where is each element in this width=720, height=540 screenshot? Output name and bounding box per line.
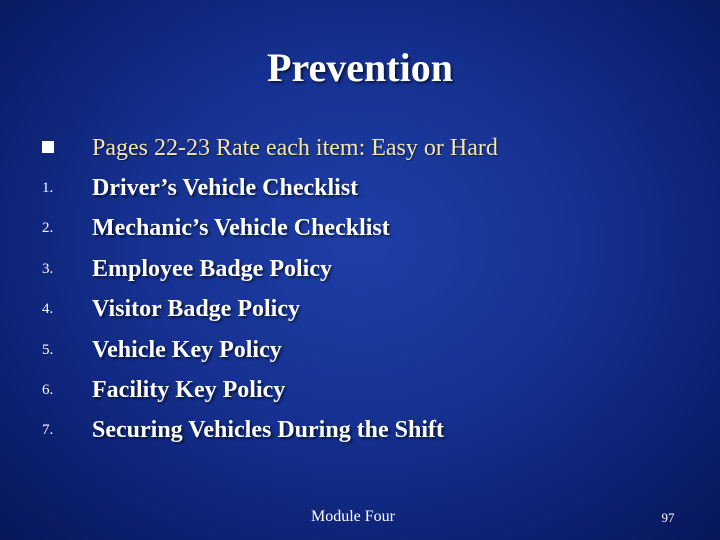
- square-bullet-icon: [42, 141, 54, 153]
- item-number: 5.: [42, 341, 54, 358]
- item-text: Facility Key Policy: [92, 376, 286, 403]
- item-number: 7.: [42, 422, 54, 439]
- item-number: 1.: [42, 180, 54, 196]
- slide-title: Prevention: [267, 45, 453, 90]
- list-item: [42, 170, 682, 210]
- list-item: [42, 412, 682, 452]
- list-item: [42, 210, 682, 250]
- list-item: [42, 291, 682, 331]
- checklist: [42, 170, 682, 453]
- page-number: 97: [661, 510, 675, 525]
- item-text: Driver’s Vehicle Checklist: [92, 175, 359, 201]
- item-number: 2.: [42, 220, 54, 237]
- item-text: Visitor Badge Policy: [92, 296, 300, 323]
- footer-module-label: Module Four: [311, 508, 395, 525]
- list-item: [42, 372, 682, 412]
- intro-row: [42, 130, 682, 166]
- list-item: [42, 332, 682, 372]
- item-number: 6.: [42, 381, 54, 398]
- intro-text: Pages 22-23 Rate each item: Easy or Hard: [92, 135, 498, 161]
- item-number: 4.: [42, 301, 54, 318]
- item-text: Employee Badge Policy: [92, 255, 332, 282]
- list-item: [42, 251, 682, 291]
- item-text: Securing Vehicles During the Shift: [92, 417, 445, 444]
- item-text: Mechanic’s Vehicle Checklist: [92, 215, 390, 242]
- item-number: 3.: [42, 260, 54, 277]
- item-text: Vehicle Key Policy: [92, 336, 282, 363]
